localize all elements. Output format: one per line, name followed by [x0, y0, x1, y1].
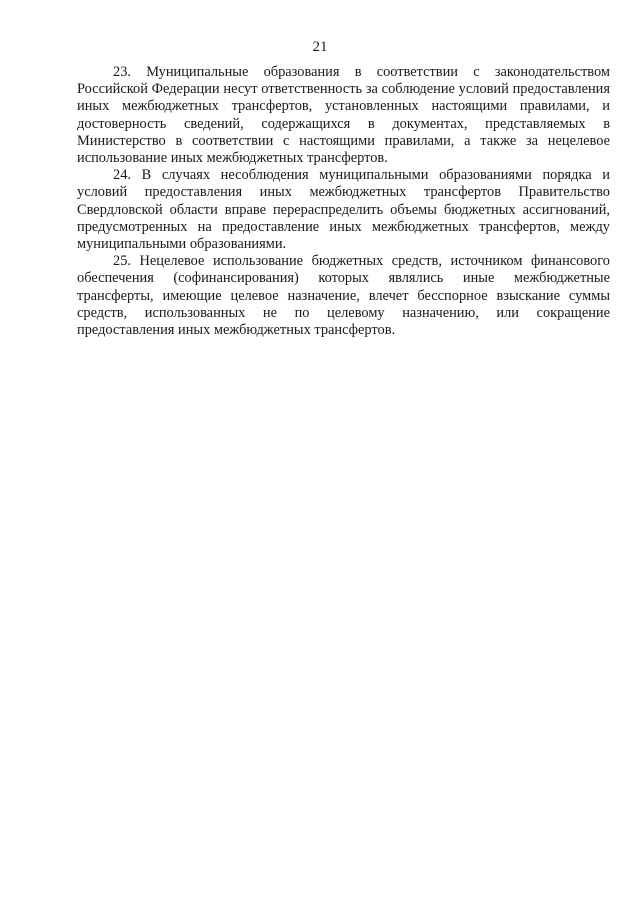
- page-number: 21: [312, 39, 328, 55]
- document-body: [77, 64, 610, 339]
- paragraph-25: 25. Нецелевое использование бюджетных средств, источником финансового обеспечения (софинансирования) которых являлись иные межбюджетные трансферты, имеющие целевое назначение, влечет бесспорное взыскание суммы средств, использованных не по целевому назначению, или сокращение предоставления иных межбюджетных трансфертов.: [77, 253, 610, 339]
- paragraph-23: 23. Муниципальные образования в соответствии с законодательством Российской Федерации несут ответственность за соблюдение условий предоставления иных межбюджетных трансфертов, установленных настоящими правилами, и достоверность сведений, содержащихся в документах, представляемых в Министерство в соответствии с настоящими правилами, а также за нецелевое использование иных межбюджетных трансфертов.: [77, 64, 610, 167]
- paragraph-24: 24. В случаях несоблюдения муниципальными образованиями порядка и условий предоставления иных межбюджетных трансфертов Правительство Свердловской области вправе перераспределить объемы бюджетных ассигнований, предусмотренных на предоставление иных межбюджетных трансфертов, между муниципальными образованиями.: [77, 167, 610, 253]
